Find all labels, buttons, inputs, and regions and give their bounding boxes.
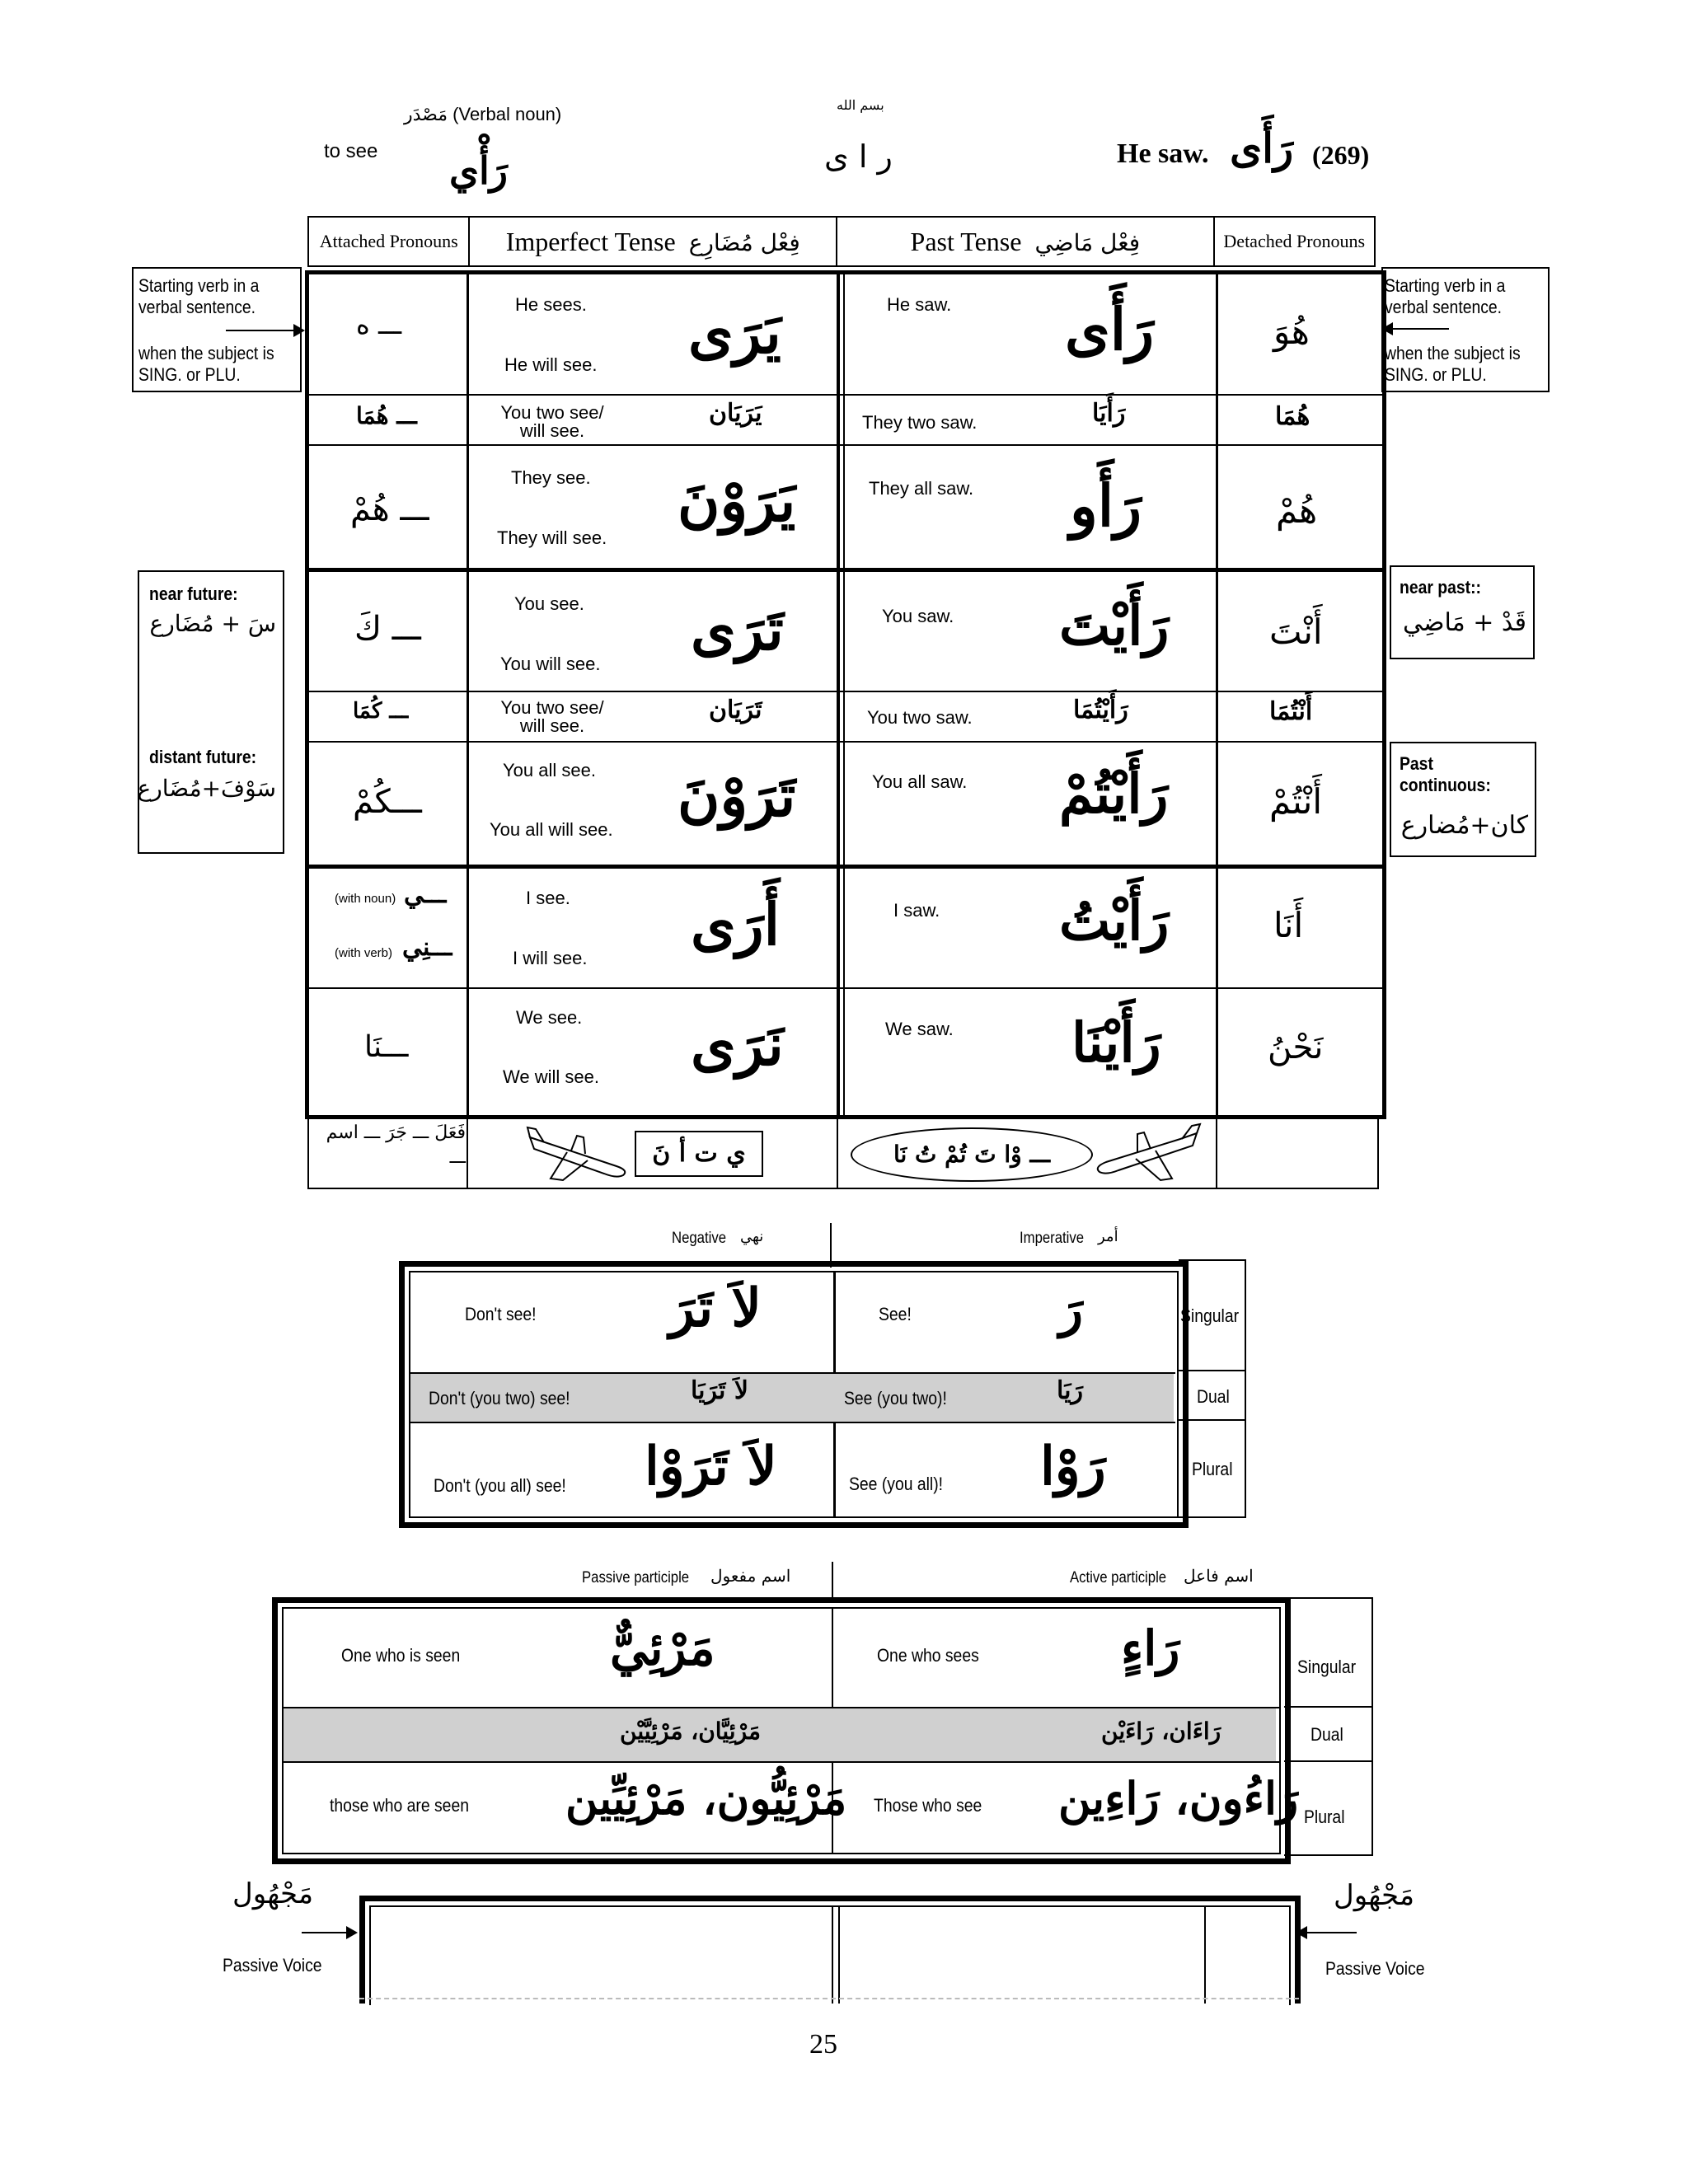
attached-pronoun: ـــي: [404, 880, 447, 909]
attached-pronoun: ـــنَا: [364, 1030, 409, 1064]
imperative-label: Imperative: [1020, 1230, 1085, 1247]
passive-right-arrow: [1307, 1932, 1357, 1933]
past-meaning: We saw.: [885, 1019, 954, 1039]
left-arrow: [226, 330, 298, 331]
imperfect-meaning: We see.: [516, 1007, 583, 1028]
imperative-verb: رَوْا: [1040, 1436, 1106, 1497]
passive-meaning: those who are seen: [330, 1795, 469, 1816]
imperfect-verb: تَرَى: [691, 595, 784, 663]
past-tense-header: Past Tense فِعْل مَاضِي: [837, 217, 1213, 266]
imperfect-meaning: You two see/ will see.: [500, 697, 604, 736]
past-meaning: He saw.: [887, 294, 952, 315]
imperfect-verb: يَرَى: [688, 298, 781, 367]
detached-pronoun: هُمَا: [1275, 402, 1311, 431]
passive-voice-left-ar: مَجْهُول: [232, 1877, 314, 1910]
imperfect-meaning: I see.: [526, 888, 570, 908]
imperfect-meaning: He sees.: [515, 294, 587, 315]
past-meaning: They all saw.: [869, 478, 974, 499]
row-label-plural: Plural: [1304, 1807, 1345, 1827]
passive-right-arrowhead: [1296, 1926, 1307, 1939]
active-participle-ar: اسم فاعل: [1184, 1566, 1254, 1586]
past-meaning: I saw.: [893, 900, 940, 921]
imperfect-tense-header: Imperfect Tense فِعْل مُضَارِع: [469, 217, 837, 266]
detached-pronoun: نَحْنُ: [1268, 1029, 1324, 1066]
participle-header-divider: [832, 1562, 833, 1598]
attached-pronoun: ـــ هُمَا: [356, 402, 417, 429]
passive-participle-label: Passive participle: [582, 1569, 690, 1586]
imperfect-meaning: You all see.: [503, 760, 596, 780]
verbal-noun-label: مَصْدَر (Verbal noun): [404, 104, 562, 124]
with-noun-label: (with noun): [335, 892, 396, 906]
negative-meaning: Don't (you all) see!: [434, 1475, 566, 1496]
active-meaning: Those who see: [874, 1795, 982, 1816]
active-meaning: One who sees: [877, 1645, 979, 1666]
imperfect-verb: يَرَوْنَ: [678, 466, 796, 535]
attached-pronoun: ـــكُمْ: [353, 783, 422, 821]
imperative-meaning: See!: [879, 1304, 912, 1324]
passive-participle: مَرْئِيٌّ: [610, 1620, 715, 1676]
detached-pronoun: هُوَ: [1273, 312, 1310, 352]
with-verb-label: (with verb): [335, 946, 393, 960]
past-verb: رَأَيَا: [1092, 399, 1126, 428]
past-verb: رَأَيْتُمَا: [1073, 696, 1128, 724]
imperfect-meaning: You two see/ will see.: [500, 402, 604, 441]
attached-pronoun: ـــ كُمَا: [353, 699, 409, 724]
row-label-dual: Dual: [1197, 1386, 1230, 1407]
near-past-note: near past:: قَدْ + مَاضِي: [1390, 565, 1535, 659]
attached-pronoun-ni: ـــنِي: [402, 933, 452, 962]
imperative-verb: رَيَا: [1057, 1376, 1083, 1405]
imperfect-meaning-future: I will see.: [513, 948, 588, 968]
negative-ar: نهي: [740, 1228, 764, 1245]
active-participle: رَاءُون، رَاءِين: [1058, 1772, 1299, 1825]
imperfect-verb: يَرَيَان: [709, 399, 762, 428]
entry-number: (269): [1312, 140, 1370, 170]
attached-pronoun: ـــ هُمْ: [350, 490, 429, 528]
negative-label: Negative: [672, 1230, 726, 1247]
imperfect-verb: تَرَيَان: [709, 696, 762, 724]
negative-verb: لاَ تَرَوْا: [645, 1436, 777, 1497]
verb-form-words: فَعَلَ ـــ جَرَ ـــ اسم ـــ: [326, 1122, 466, 1168]
imperfect-verb: نَرَى: [691, 1010, 784, 1079]
detached-pronoun: أَنْتُمْ: [1269, 781, 1322, 822]
negative-meaning: Don't see!: [465, 1304, 537, 1324]
past-verb: رَأَو: [1070, 471, 1142, 540]
passive-voice-grid: [359, 1896, 1301, 2004]
left-arrowhead: [293, 324, 305, 337]
he-saw-ar: رَأَى: [1230, 124, 1294, 172]
active-participle: رَاءَان، رَاءَيْن: [1101, 1718, 1221, 1745]
detached-pronoun: أَنْتُمَا: [1269, 697, 1313, 726]
past-verb: رَأَيْتُ: [1059, 888, 1170, 953]
airplane-left-icon: [526, 1121, 633, 1187]
passive-participle: مَرْئِيُّون، مَرْئِيِّين: [565, 1772, 847, 1825]
detached-pronouns-header: Detached Pronouns: [1214, 217, 1375, 266]
row-label-singular: Singular: [1297, 1657, 1357, 1677]
detached-pronoun: هُمْ: [1276, 490, 1318, 531]
he-saw-en: He saw.: [1117, 138, 1209, 169]
imperfect-prefix-box: ي ت أ نَ: [635, 1131, 763, 1177]
detached-pronoun: أَنَا: [1273, 905, 1304, 945]
imperfect-verb: تَرَوْنَ: [678, 762, 796, 830]
passive-participle-ar: اسم مفعول: [710, 1566, 791, 1586]
left-starting-verb-note: Starting verb in a verbal sentence. when the subject is SING. or PLU.: [132, 267, 302, 392]
past-continuous-note: Past continuous: كان+مُضارع: [1390, 742, 1536, 857]
imperfect-meaning-future: They will see.: [497, 527, 607, 548]
detached-pronoun: أَنْتَ: [1269, 612, 1323, 652]
active-participle: رَاءٍ: [1121, 1620, 1180, 1676]
passive-participle: مَرْئِيَّان، مَرْئِيَّيْن: [620, 1718, 762, 1745]
passive-voice-right-en: Passive Voice: [1325, 1958, 1425, 1979]
past-verb: رَأَى: [1065, 295, 1155, 363]
airplane-right-icon: [1090, 1121, 1205, 1187]
future-note: near future: سَ + مُضَارع distant future: سَوْفَ+مُضَارع: [138, 570, 284, 854]
imperative-ar: أمر: [1098, 1228, 1118, 1245]
imperative-meaning: See (you two)!: [844, 1388, 947, 1408]
negative-verb: لاَ تَرَيَا: [691, 1376, 748, 1405]
attached-pronoun: ـــ كَ: [354, 610, 421, 648]
past-verb: رَأَيْتُمْ: [1059, 762, 1169, 826]
basmala: بسم الله: [837, 97, 884, 113]
root-letters: ر ا ى: [824, 138, 893, 175]
attached-pronoun: ـــ ه: [356, 309, 402, 340]
passive-voice-left-en: Passive Voice: [223, 1955, 322, 1975]
imperative-verb: رَ: [1059, 1281, 1083, 1338]
row-label-singular: Singular: [1180, 1305, 1240, 1326]
passive-voice-dashed-bottom: [359, 1998, 1299, 1999]
past-suffix-ellipse: ـــ وْا تَ تُمْ تُ نَا: [851, 1127, 1093, 1182]
imperfect-meaning-future: You will see.: [500, 654, 601, 674]
passive-meaning: One who is seen: [341, 1645, 461, 1666]
imperfect-meaning-future: He will see.: [504, 354, 598, 375]
conjugation-grid: [305, 270, 1386, 1119]
imperative-meaning: See (you all)!: [849, 1474, 944, 1494]
negative-verb: لاَ تَرَ: [669, 1277, 762, 1339]
passive-voice-right-ar: مَجْهُول: [1334, 1879, 1415, 1912]
imperfect-verb: أَرَى: [691, 890, 781, 958]
imperfect-meaning: You see.: [514, 593, 584, 614]
imperfect-meaning-future: You all will see.: [490, 819, 613, 840]
attached-pronouns-header: Attached Pronouns: [308, 217, 469, 266]
imperfect-meaning-future: We will see.: [503, 1066, 599, 1087]
past-verb: رَأَيْتَ: [1059, 593, 1170, 658]
page-number: 25: [809, 2029, 837, 2060]
past-meaning: They two saw.: [862, 412, 978, 433]
row-label-dual: Dual: [1311, 1724, 1343, 1745]
past-meaning: You two saw.: [867, 707, 973, 728]
to-see-label: to see: [324, 140, 378, 162]
negative-meaning: Don't (you two) see!: [429, 1388, 570, 1408]
row-label-plural: Plural: [1192, 1459, 1233, 1479]
right-arrow: [1393, 328, 1449, 330]
past-meaning: You saw.: [882, 606, 954, 626]
masdar: رَأْي: [449, 148, 508, 193]
column-header: [307, 216, 1376, 267]
right-starting-verb-note: Starting verb in a verbal sentence. when the subject is SING. or PLU.: [1381, 267, 1550, 392]
imperfect-meaning: They see.: [511, 467, 591, 488]
affix-strip: [307, 1117, 1379, 1189]
active-participle-label: Active participle: [1070, 1569, 1167, 1586]
past-verb: رَأَيْنَا: [1071, 1010, 1161, 1075]
passive-left-arrowhead: [346, 1926, 358, 1939]
past-meaning: You all saw.: [872, 771, 968, 792]
passive-left-arrow: [302, 1932, 351, 1933]
